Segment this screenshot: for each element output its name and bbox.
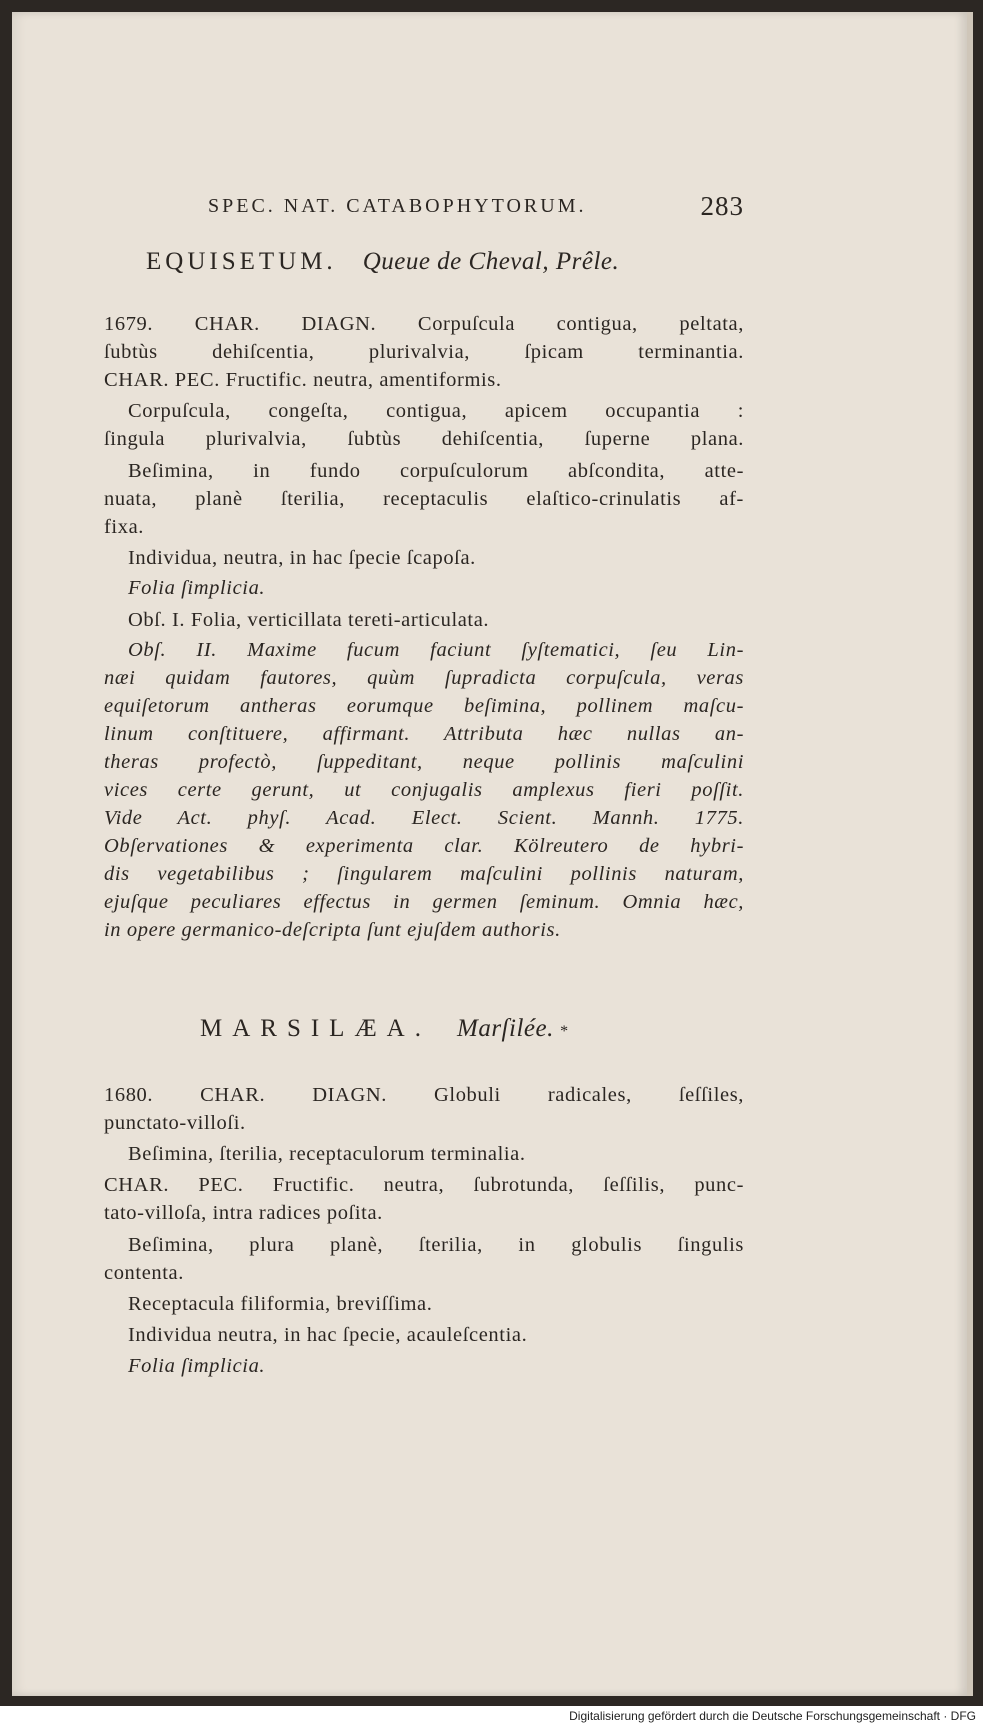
genus-name: EQUISETUM. bbox=[146, 248, 337, 275]
text-line: ſubtùs dehiſcentia, plurivalvia, ſpicam terminantia. bbox=[104, 341, 744, 363]
text-line: Folia ſimplicia. bbox=[128, 577, 266, 599]
text-line: Individua neutra, in hac ſpecie, acauleſcentia. bbox=[128, 1324, 528, 1346]
genus-heading-equisetum bbox=[146, 248, 619, 276]
text-line: 1680. CHAR. DIAGN. Globuli radicales, ſeſſiles, bbox=[104, 1084, 744, 1106]
genus-heading-marsilaea bbox=[200, 1015, 568, 1043]
text-line: nuata, planè ſterilia, receptaculis elaſtico-crinulatis af- bbox=[104, 488, 744, 510]
text-line: in opere germanico-deſcripta ſunt ejuſdem authoris. bbox=[104, 919, 561, 941]
text-line: Folia ſimplicia. bbox=[128, 1355, 266, 1377]
page-edge bbox=[967, 12, 973, 1696]
text-line: CHAR. PEC. Fructific. neutra, ſubrotunda, ſeſſilis, punc- bbox=[104, 1174, 744, 1196]
text-line: fixa. bbox=[104, 516, 144, 538]
genus-common-name: Marſilée. bbox=[457, 1015, 554, 1042]
text-line: Beſimina, plura planè, ſterilia, in globulis ſingulis bbox=[128, 1234, 744, 1256]
text-line: theras profectò, ſuppeditant, neque pollinis maſculini bbox=[104, 751, 744, 773]
text-line: Beſimina, ſterilia, receptaculorum terminalia. bbox=[128, 1143, 526, 1165]
text-line: Corpuſcula, congeſta, contigua, apicem occupantia : bbox=[128, 400, 744, 422]
page-number: 283 bbox=[700, 191, 744, 221]
text-line: 1679. CHAR. DIAGN. Corpuſcula contigua, peltata, bbox=[104, 313, 744, 335]
text-line: punctato-villoſi. bbox=[104, 1112, 246, 1134]
text-line: ejuſque peculiares effectus in germen ſeminum. Omnia hæc, bbox=[104, 891, 744, 913]
text-line: linum conſtituere, affirmant. Attributa hæc nullas an- bbox=[104, 723, 744, 745]
running-title: SPEC. NAT. CATABOPHYTORUM. bbox=[208, 195, 587, 217]
text-line: Receptacula filiformia, breviſſima. bbox=[128, 1293, 433, 1315]
text-line: dis vegetabilibus ; ſingularem maſculini pollinis naturam, bbox=[104, 863, 744, 885]
genus-name: MARSILÆA. bbox=[200, 1015, 431, 1042]
book-page bbox=[12, 12, 967, 1696]
text-line: Vide Act. phyſ. Acad. Elect. Scient. Mannh. 1775. bbox=[104, 807, 744, 829]
text-line: CHAR. PEC. Fructific. neutra, amentiformis. bbox=[104, 369, 502, 391]
text-line: næi quidam fautores, quùm ſupradicta corpuſcula, veras bbox=[104, 667, 744, 689]
text-line: Obſ. I. Folia, verticillata tereti-articulata. bbox=[128, 609, 490, 631]
text-line: Beſimina, in fundo corpuſculorum abſcondita, atte- bbox=[128, 460, 744, 482]
digitization-credit: Digitalisierung gefördert durch die Deutsche Forschungsgemeinschaft · DFG bbox=[569, 1709, 976, 1723]
text-line: Individua, neutra, in hac ſpecie ſcapoſa. bbox=[128, 547, 476, 569]
text-line: vices certe gerunt, ut conjugalis amplexus fieri poſſit. bbox=[104, 779, 744, 801]
running-header bbox=[208, 191, 744, 221]
text-line: contenta. bbox=[104, 1262, 184, 1284]
text-line: equiſetorum antheras eorumque beſimina, pollinem maſcu- bbox=[104, 695, 744, 717]
genus-common-name: Queue de Cheval, Prêle. bbox=[362, 248, 620, 275]
text-line: Obſervationes & experimenta clar. Kölreutero de hybri- bbox=[104, 835, 744, 857]
text-line: Obſ. II. Maxime fucum faciunt ſyſtematici, ſeu Lin- bbox=[128, 639, 744, 661]
text-line: tato-villoſa, intra radices poſita. bbox=[104, 1202, 383, 1224]
text-line: ſingula plurivalvia, ſubtùs dehiſcentia, ſuperne plana. bbox=[104, 428, 744, 450]
asterisk-mark: * bbox=[560, 1023, 569, 1040]
